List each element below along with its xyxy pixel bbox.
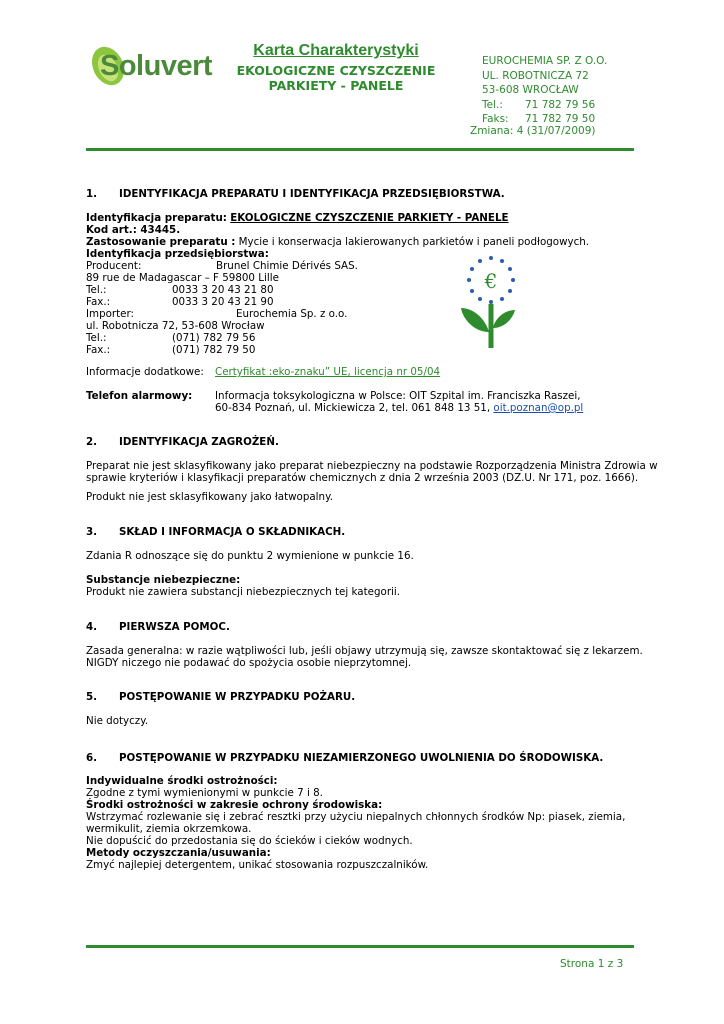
s6-line-7: Metody oczyszczania/usuwania:: [86, 847, 271, 859]
product-subtitle-2: PARKIETY - PANELE: [268, 78, 404, 93]
section-4-heading: [86, 621, 230, 633]
alarm-label: Telefon alarmowy:: [86, 390, 193, 402]
section-1-number: 1.: [86, 188, 98, 200]
company-tel-label: Tel.:: [482, 98, 503, 111]
section-3-body: [86, 550, 646, 598]
section-3-title: SKŁAD I INFORMACJA O SKŁADNIKACH.: [119, 526, 346, 538]
company-street: UL. ROBOTNICZA 72: [482, 69, 589, 82]
section-2-body: [86, 460, 658, 503]
company-fax: 71 782 79 50: [525, 113, 596, 125]
hazardous-substances-value: Produkt nie zawiera substancji niebezpiecznych tej kategorii.: [86, 586, 401, 598]
company-fax-label: Faks:: [482, 113, 509, 125]
section-3-number: 3.: [86, 526, 98, 538]
company-city: 53-608 WROCŁAW: [482, 84, 579, 96]
importer-fax-label: Fax.:: [86, 344, 111, 356]
section-4-body: [86, 645, 646, 669]
eu-ecolabel-flower-icon: [455, 252, 527, 352]
prep-value: EKOLOGICZNE CZYSZCZENIE PARKIETY - PANELE: [230, 212, 509, 224]
s6-line-4: Wstrzymać rozlewanie się i zebrać resztki przy użyciu niepalnych chłonnych środków Np: piasek, ziemia,: [86, 811, 626, 823]
producer-value: Brunel Chimie Dérivés SAS.: [216, 260, 358, 272]
svg-text:€: €: [484, 269, 498, 293]
importer-tel-label: Tel.:: [86, 332, 107, 344]
s2-line-2: sprawie kryteriów i klasyfikacji preparatów chemicznych z dnia 2 września 2003 (DZ.U. Nr 171, poz. 1666).: [86, 472, 639, 484]
revision: Zmiana: 4 (31/07/2009): [470, 125, 596, 137]
section-2-number: 2.: [86, 436, 98, 448]
producer-tel-label: Tel.:: [86, 284, 107, 296]
producer-importer-block: [86, 260, 446, 356]
page-number: Strona 1 z 3: [560, 958, 624, 970]
soluvert-logo: [86, 40, 213, 90]
section-6-number: 6.: [86, 752, 98, 764]
section-5-title: POSTĘPOWANIE W PRZYPADKU POŻARU.: [119, 691, 356, 703]
s5-para: Nie dotyczy.: [86, 715, 149, 727]
s2-line-1: Preparat nie jest sklasyfikowany jako preparat niebezpieczny na podstawie Rozporządzenia Ministra Zdrowia w: [86, 460, 658, 472]
footer-divider: [86, 945, 634, 948]
info-row: [86, 366, 204, 378]
section-6-heading: [86, 752, 603, 764]
importer-value: Eurochemia Sp. z o.o.: [236, 308, 348, 320]
section-4-number: 4.: [86, 621, 98, 633]
s2-para-2: Produkt nie jest sklasyfikowany jako łatwopalny.: [86, 491, 333, 503]
producer-label: Producent:: [86, 260, 142, 272]
product-subtitle-1: EKOLOGICZNE CZYSZCZENIE: [236, 63, 436, 78]
s6-line-6: Nie dopuścić do przedostania się do ścieków i cieków wodnych.: [86, 835, 413, 847]
company-block: [482, 54, 607, 127]
s4-line-2: NIGDY niczego nie podawać do spożycia osobie nieprzytomnej.: [86, 657, 412, 669]
info-label: Informacje dodatkowe:: [86, 366, 204, 378]
s6-line-5: wermikulit, ziemia okrzemkowa.: [86, 823, 252, 835]
section-5-number: 5.: [86, 691, 98, 703]
s3-para-1: Zdania R odnoszące się do punktu 2 wymienione w punkcie 16.: [86, 550, 414, 562]
use-value: Mycie i konserwacja lakierowanych parkietów i paneli podłogowych.: [238, 236, 590, 248]
company-id-label: Identyfikacja przedsiębiorstwa:: [86, 248, 269, 260]
producer-fax: 0033 3 20 43 21 90: [172, 296, 274, 308]
use-label: Zastosowanie preparatu :: [86, 236, 236, 248]
importer-address: ul. Robotnicza 72, 53-608 Wrocław: [86, 320, 265, 332]
section-4-title: PIERWSZA POMOC.: [119, 621, 230, 633]
section-6-body: [86, 775, 646, 871]
s6-line-3: Środki ostrożności w zakresie ochrony środowiska:: [86, 799, 383, 811]
producer-fax-label: Fax.:: [86, 296, 111, 308]
producer-address: 89 rue de Madagascar – F 59800 Lille: [86, 272, 279, 284]
section-1-heading: [86, 188, 505, 200]
logo-text: Soluvert: [100, 50, 213, 82]
section-2-title: IDENTYFIKACJA ZAGROŻEŃ.: [119, 436, 279, 448]
importer-fax: (071) 782 79 50: [172, 344, 256, 356]
s6-line-2: Zgodne z tymi wymienionymi w punkcie 7 i 8.: [86, 787, 323, 799]
ecolabel-certificate-text[interactable]: Certyfikat :eko-znaku” UE, licencja nr 05/04: [215, 366, 441, 378]
section-6-title: POSTĘPOWANIE W PRZYPADKU NIEZAMIERZONEGO UWOLNIENIA DO ŚRODOWISKA.: [119, 752, 604, 764]
section-3-heading: [86, 526, 345, 538]
header-divider: [86, 148, 634, 151]
section-5-heading: [86, 691, 355, 703]
article-code: Kod art.: 43445.: [86, 224, 181, 236]
prep-label: Identyfikacja preparatu:: [86, 212, 227, 224]
s6-line-1: Indywidualne środki ostrożności:: [86, 775, 278, 787]
section-1-body: [86, 212, 646, 260]
company-tel: 71 782 79 56: [525, 98, 596, 111]
section-2-heading: [86, 436, 279, 448]
s6-line-8: Zmyć najlepiej detergentem, unikać stosowania rozpuszczalników.: [86, 859, 429, 871]
alarm-line-2: 60-834 Poznań, ul. Mickiewicza 2, tel. 061 848 13 51,: [215, 402, 491, 414]
alarm-block: [215, 390, 645, 414]
section-1-title: IDENTYFIKACJA PREPARATU I IDENTYFIKACJA PRZEDSIĘBIORSTWA.: [119, 188, 505, 200]
company-name: EUROCHEMIA SP. Z O.O.: [482, 55, 608, 67]
document-title: Karta Charakterystyki: [253, 42, 419, 59]
importer-tel: (071) 782 79 56: [172, 332, 256, 344]
ecolabel-certificate-link[interactable]: [215, 366, 440, 378]
hazardous-substances-label: Substancje niebezpieczne:: [86, 574, 241, 586]
s4-line-1: Zasada generalna: w razie wątpliwości lub, jeśli objawy utrzymują się, zawsze skontaktować się z lekarzem.: [86, 645, 643, 657]
alarm-line-1: Informacja toksykologiczna w Polsce: OIT Szpital im. Franciszka Raszei,: [215, 390, 581, 402]
alarm-email-link[interactable]: oit.poznan@op.pl: [493, 402, 584, 414]
importer-label: Importer:: [86, 308, 135, 320]
producer-tel: 0033 3 20 43 21 80: [172, 284, 274, 296]
